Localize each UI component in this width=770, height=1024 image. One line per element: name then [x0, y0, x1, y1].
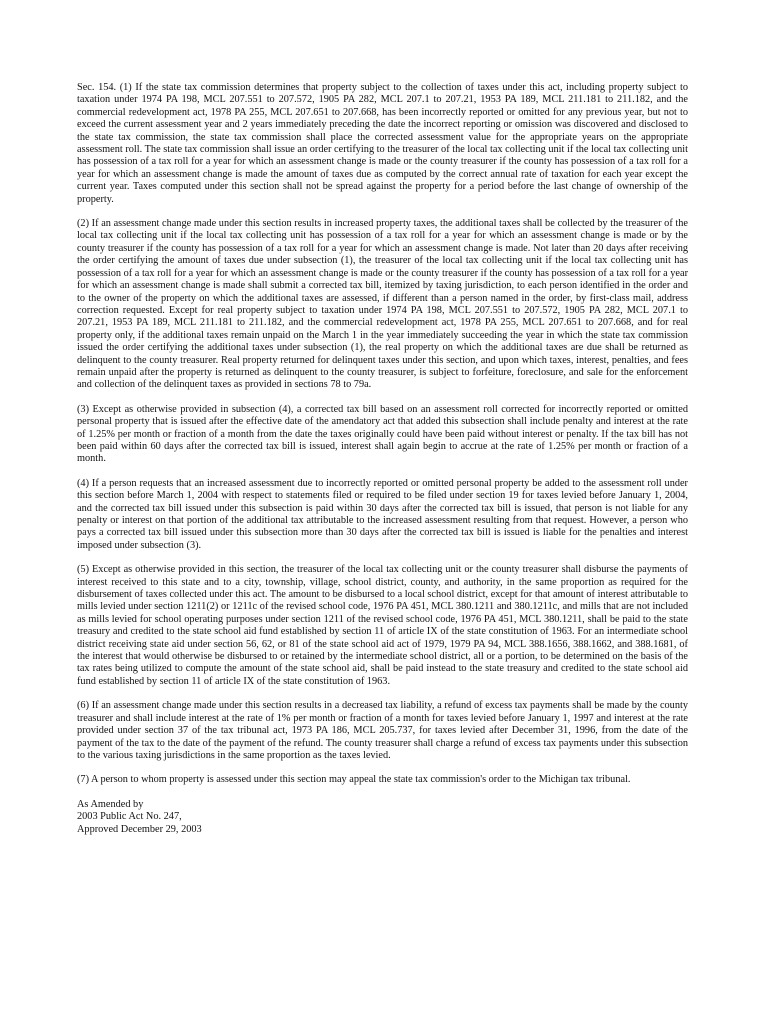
paragraph-subsection-7: (7) A person to whom property is assessed under this section may appeal the state tax commission's order to the Michigan tax tribunal. [77, 774, 631, 786]
paragraph-subsection-4: (4) If a person requests that an increased assessment due to incorrectly reported or omitted personal property be added to the assessment roll under this section before March 1, 2004 with respect to statements filed or required to be filed under section 19 for taxes levied before January 1, 2004, and the corrected tax bill issued under this subsection is paid within 30 days after the corrected tax bill is issued, that person is not liable for any penalty or interest on that portion of the additional tax attributable to the increased assessment resulting from that request. However, a person who pays a corrected tax bill issued under this subsection more than 30 days after the corrected tax bill is issued is liable for the penalties and interest imposed under subsection (3). [77, 477, 688, 551]
footer-amended-by: As Amended by [77, 798, 144, 810]
paragraph-subsection-3: (3) Except as otherwise provided in subsection (4), a corrected tax bill based on an assessment roll corrected for incorrectly reported or omitted personal property that is issued after the effective date of the amendatory act that added this subsection shall include penalty and interest at the rate of 1.25% per month or fraction of a month from the date the taxes originally could have been paid without interest or penalty. If the tax bill has not been paid within 60 days after the corrected tax bill is issued, interest shall again begin to accrue at the rate of 1.25% per month or fraction of a month. [77, 403, 688, 465]
paragraph-subsection-2: (2) If an assessment change made under this section results in increased property taxes, the additional taxes shall be collected by the treasurer of the local tax collecting unit if the local tax collecting unit has possession of a tax roll for a year for which an assessment change is made or by the county treasurer if the county has possession of a tax roll for a year for which an assessment change is made. Not later than 20 days after receiving the order certifying the amount of taxes due under subsection (1), the treasurer of the local tax collecting unit if the local tax collecting unit has possession of a tax roll for a year for which an assessment change is made or the county treasurer if the county has possession of a tax roll for a year for which an assessment change is made shall submit a corrected tax bill, itemized by taxing jurisdiction, to each person identified in the order and to the owner of the property on which the additional taxes are assessed, if different than a person named in the order, by first-class mail, address correction requested. Except for real property subject to taxation under 1974 PA 198, MCL 207.551 to 207.572, 1905 PA 282, MCL 207.1 to 207.21, 1953 PA 189, MCL 211.181 to 211.182, and the commercial redevelopment act, 1978 PA 255, MCL 207.651 to 207.668, and for real property only, if the additional taxes remain unpaid on the March 1 in the year immediately succeeding the year in which the state tax commission issued the order certifying the additional taxes under subsection (1), the real property on which the additional taxes are due shall be returned as delinquent to the county treasurer. Real property returned for delinquent taxes under this section, and upon which taxes, interest, penalties, and fees remain unpaid after the property is returned as delinquent to the county treasurer, is subject to forfeiture, foreclosure, and sale for the enforcement and collection of the delinquent taxes as provided in sections 78 to 79a. [77, 218, 688, 391]
footer-public-act: 2003 Public Act No. 247, [77, 811, 182, 823]
paragraph-subsection-6: (6) If an assessment change made under this section results in a decreased tax liability, a refund of excess tax payments shall be made by the county treasurer and shall include interest at the rate of 1% per month or fraction of a month for taxes levied before January 1, 1997 and interest at the rate provided under section 37 of the tax tribunal act, 1973 PA 186, MCL 205.737, for taxes levied after December 31, 1996, from the date of the payment of the tax to the date of the payment of the refund. The county treasurer shall charge a refund of excess tax payments under this subsection to the various taxing jurisdictions in the same proportion as the taxes levied. [77, 700, 688, 761]
document-page [77, 82, 688, 836]
paragraph-subsection-5: (5) Except as otherwise provided in this section, the treasurer of the local tax collecting unit or the county treasurer shall disburse the payments of interest received to this state and to a city, township, village, school district, county, and authority, in the same proportion as required for the disbursement of taxes collected under this act. The amount to be disbursed to a local school district, except for that amount of interest attributable to mills levied under section 1211(2) or 1211c of the revised school code, 1976 PA 451, MCL 380.1211 and 380.1211c, and mills that are not included as mills levied for school operating purposes under section 1211 of the revised school code, 1976 PA 451, MCL 380.1211, shall be paid to the state treasury and credited to the state school aid fund established by section 11 of article IX of the state constitution of 1963. For an intermediate school district receiving state aid under section 56, 62, or 81 of the state school aid act of 1979, 1979 PA 94, MCL 388.1656, 388.1662, and 388.1681, of the interest that would otherwise be disbursed to or retained by the intermediate school district, all or a portion, to be determined on the basis of the tax rates being utilized to compute the amount of the state school aid, shall be paid instead to the state treasury and credited to the state school aid fund established by section 11 of article IX of the state constitution of 1963. [77, 564, 688, 687]
footer-approved-date: Approved December 29, 2003 [77, 823, 202, 835]
paragraph-sec-154-1: Sec. 154. (1) If the state tax commission determines that property subject to the collection of taxes under this act, including property subject to taxation under 1974 PA 198, MCL 207.551 to 207.572, 1905 PA 282, MCL 207.1 to 207.21, 1953 PA 189, MCL 211.181 to 211.182, and the commercial redevelopment act, 1978 PA 255, MCL 207.651 to 207.668, has been incorrectly reported or omitted for any previous year, but not to exceed the current assessment year and 2 years immediately preceding the date the incorrect reporting or omission was discovered and disclosed to the state tax commission, the state tax commission shall place the corrected assessment value for the appropriate years on the appropriate assessment roll. The state tax commission shall issue an order certifying to the treasurer of the local tax collecting unit if the local tax collecting unit has possession of a tax roll for a year for which an assessment change is made or the county treasurer if the county has possession of a tax roll for a year for which an assessment change is made the amount of taxes due as computed by the correct annual rate of taxation for each year except the current year. Taxes computed under this section shall not be spread against the property for a period before the last change of ownership of the property. [77, 82, 688, 205]
amendment-footer [77, 799, 688, 836]
